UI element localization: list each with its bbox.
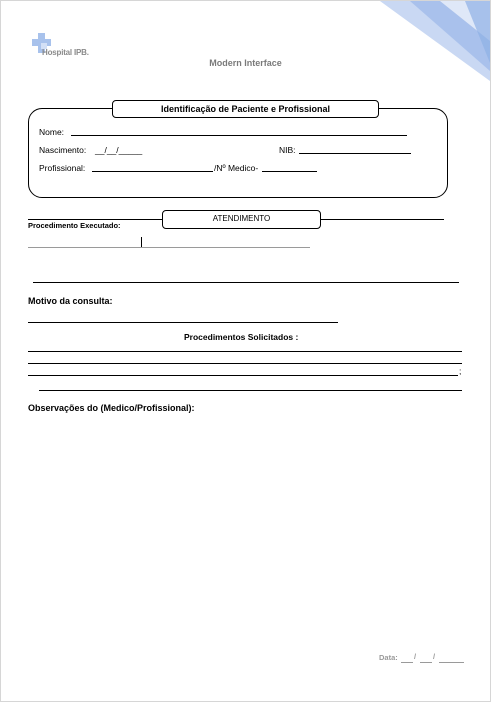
identification-title: Identificação de Paciente e Profissional: [112, 100, 379, 118]
atendimento-rule-left: [28, 219, 163, 220]
date-slash-2: /: [433, 652, 436, 661]
solicitados-end-mark: ;: [459, 366, 462, 376]
date-slash-1: /: [414, 652, 417, 661]
text-cursor: [141, 237, 142, 247]
medico-label: /Nº Medico-: [214, 163, 259, 173]
solicitados-line-1[interactable]: [28, 351, 462, 352]
page-subtitle: Modern Interface: [209, 58, 282, 68]
data-label: Data:: [379, 653, 398, 662]
atendimento-title: ATENDIMENTO: [162, 210, 321, 229]
profissional-field[interactable]: [92, 171, 213, 172]
nascimento-field[interactable]: __/__/_____: [95, 145, 143, 155]
solicitados-line-2[interactable]: [28, 363, 462, 364]
nascimento-label: Nascimento:: [39, 145, 87, 155]
medico-field[interactable]: [262, 171, 317, 172]
solicitados-line-3[interactable]: [28, 375, 458, 376]
solicitados-label: Procedimentos Solicitados :: [184, 332, 299, 342]
procedimento-extra-line[interactable]: [33, 282, 459, 283]
nome-field[interactable]: [71, 135, 407, 136]
corner-decoration: [380, 1, 490, 81]
date-month-field[interactable]: [420, 662, 432, 663]
procedimento-executado-field[interactable]: [28, 247, 310, 248]
nome-label: Nome:: [39, 127, 65, 137]
date-year-field[interactable]: [439, 662, 464, 663]
solicitados-line-4[interactable]: [39, 390, 462, 391]
observacoes-area[interactable]: [28, 419, 462, 639]
motivo-label: Motivo da consulta:: [28, 296, 113, 306]
atendimento-rule-right: [320, 219, 444, 220]
motivo-field[interactable]: [28, 322, 338, 323]
date-day-field[interactable]: [401, 662, 413, 663]
profissional-label: Profissional:: [39, 163, 86, 173]
nib-field[interactable]: [299, 153, 411, 154]
logo-text: Hospital IPB.: [42, 48, 89, 57]
nib-label: NIB:: [279, 145, 296, 155]
observacoes-label: Observações do (Medico/Profissional):: [28, 403, 195, 413]
procedimento-executado-label: Procedimento Executado:: [28, 221, 121, 230]
